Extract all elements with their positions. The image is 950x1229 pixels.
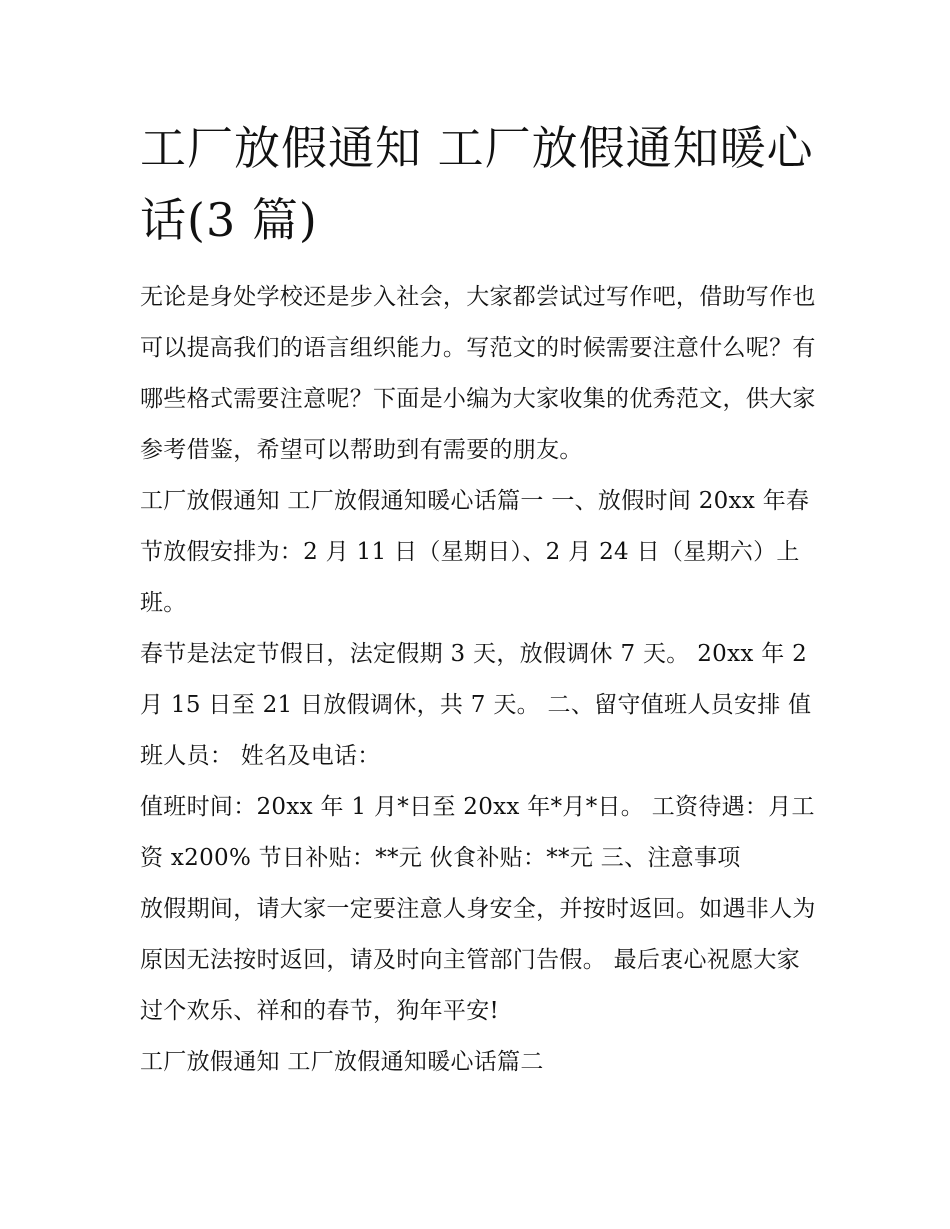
paragraph-duty-time: 值班时间：20xx 年 1 月*日至 20xx 年*月*日。 工资待遇：月工资 x200% 节日补贴：**元 伙食补贴：**元 三、注意事项: [140, 794, 815, 871]
document-body: [140, 272, 820, 1088]
paragraph-section-two: 工厂放假通知 工厂放假通知暖心话篇二: [140, 1049, 544, 1075]
document-title: 工厂放假通知 工厂放假通知暖心话(3 篇): [140, 121, 814, 247]
paragraph-holiday-time: 工厂放假通知 工厂放假通知暖心话篇一 一、放假时间 20xx 年春节放假安排为：2 月 11 日（星期日）、2 月 24 日（星期六）上班。: [140, 488, 810, 616]
paragraph-safety: 放假期间，请大家一定要注意人身安全，并按时返回。如遇非人为原因无法按时返回，请及时向主管部门告假。 最后衷心祝愿大家过个欢乐、祥和的春节，狗年平安!: [140, 896, 816, 1024]
paragraph-holiday-days: 春节是法定节假日，法定假期 3 天，放假调休 7 天。 20xx 年 2 月 15 日至 21 日放假调休，共 7 天。 二、留守值班人员安排 值班人员： 姓名及电话：: [140, 641, 812, 769]
document-page: [140, 112, 820, 1088]
paragraph-intro: 无论是身处学校还是步入社会，大家都尝试过写作吧，借助写作也可以提高我们的语言组织能力。写范文的时候需要注意什么呢？有哪些格式需要注意呢？下面是小编为大家收集的优秀范文，供大家参考借鉴，希望可以帮助到有需要的朋友。: [140, 284, 816, 463]
